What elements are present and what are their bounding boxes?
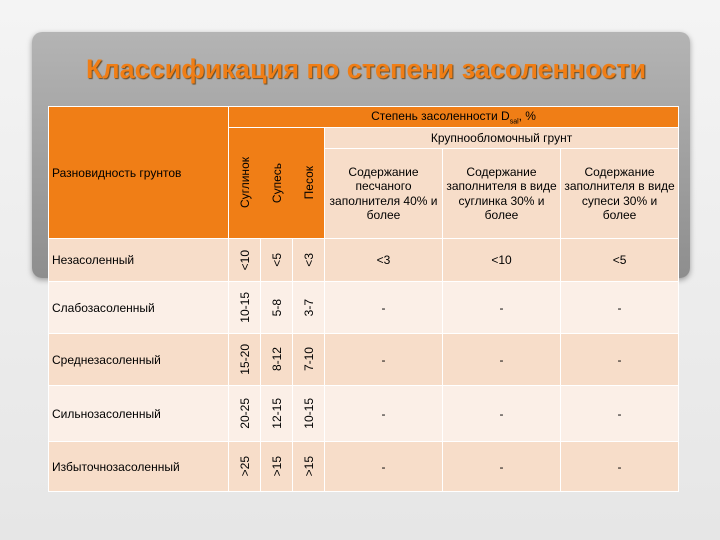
cell-coarse-1: - xyxy=(325,442,443,492)
cell-coarse-1: - xyxy=(325,334,443,386)
cell-supes: 8-12 xyxy=(269,347,284,372)
header-coarse-group: Крупнообломочный грунт xyxy=(325,128,679,149)
row-name: Избыточнозасоленный xyxy=(49,442,229,492)
cell-pesok: >15 xyxy=(301,456,316,477)
row-name: Среднезасоленный xyxy=(49,334,229,386)
cell-coarse-2: - xyxy=(443,282,561,334)
table-row xyxy=(49,282,679,334)
cell-coarse-3: - xyxy=(561,442,679,492)
cell-coarse-3: <5 xyxy=(561,239,679,282)
header-rowname: Разновидность грунтов xyxy=(49,107,229,239)
header-coarse-col-1: Содержание песчаного заполнителя 40% и более xyxy=(325,149,443,239)
cell-supes: 12-15 xyxy=(269,398,284,429)
slide-title: Классификация по степени засоленности xyxy=(86,54,647,84)
header-supes: Супесь xyxy=(270,162,284,204)
cell-coarse-2: - xyxy=(443,334,561,386)
cell-pesok: <3 xyxy=(301,253,316,267)
cell-pesok: 7-10 xyxy=(301,347,316,372)
table-row xyxy=(49,442,679,492)
cell-coarse-3: - xyxy=(561,386,679,442)
cell-coarse-2: - xyxy=(443,442,561,492)
cell-suglinok: 10-15 xyxy=(237,292,252,323)
cell-coarse-2: - xyxy=(443,386,561,442)
cell-coarse-1: - xyxy=(325,386,443,442)
cell-suglinok: 15-20 xyxy=(237,344,252,375)
header-coarse-col-3: Содержание заполнителя в виде супеси 30% и более xyxy=(561,149,679,239)
cell-pesok: 10-15 xyxy=(301,398,316,429)
cell-coarse-1: <3 xyxy=(325,239,443,282)
header-coarse-col-2: Содержание заполнителя в виде суглинка 30% и более xyxy=(443,149,561,239)
cell-supes: 5-8 xyxy=(269,298,284,317)
table-row xyxy=(49,386,679,442)
header-pesok: Песок xyxy=(302,166,316,200)
cell-coarse-3: - xyxy=(561,334,679,386)
table-row xyxy=(49,334,679,386)
header-suglinok: Суглинок xyxy=(238,157,252,209)
cell-supes: <5 xyxy=(269,253,284,267)
header-salinity-degree: Степень засоленности $D_{sal}$, % xyxy=(229,107,679,128)
cell-suglinok: 20-25 xyxy=(237,398,252,429)
cell-coarse-2: <10 xyxy=(443,239,561,282)
row-name: Незасоленный xyxy=(49,239,229,282)
table-row xyxy=(49,239,679,282)
cell-suglinok: <10 xyxy=(237,249,252,271)
salinity-table xyxy=(48,106,679,492)
cell-supes: >15 xyxy=(269,456,284,477)
row-name: Слабозасоленный xyxy=(49,282,229,334)
cell-coarse-3: - xyxy=(561,282,679,334)
row-name: Сильнозасоленный xyxy=(49,386,229,442)
cell-suglinok: >25 xyxy=(237,456,252,477)
soil-headers xyxy=(229,128,325,238)
cell-coarse-1: - xyxy=(325,282,443,334)
cell-pesok: 3-7 xyxy=(301,298,316,317)
